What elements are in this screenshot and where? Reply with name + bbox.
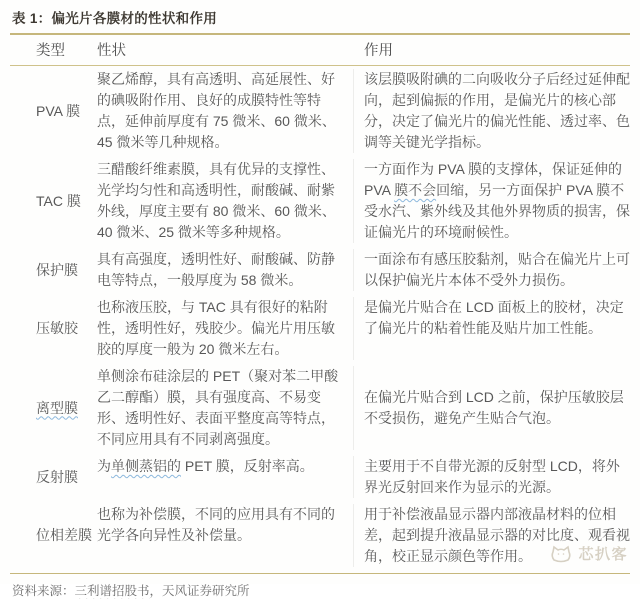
row-type-label: 保护膜 (36, 261, 78, 278)
table-row (10, 246, 630, 294)
row-type-cell (10, 297, 97, 360)
text-segment: 三醋酸纤维素膜，具有优异的支撑性、光学均匀性和高透明性，耐酸碱、耐紫外线，厚度主要有 80 微米、60 微米、40 微米、25 微米等多种规格。 (97, 161, 336, 240)
row-function-cell (353, 249, 630, 291)
row-function-cell (353, 366, 630, 450)
row-type-label: 离型膜 (36, 399, 78, 416)
source-line (10, 574, 630, 599)
text-segment: ，天风证券研究所 (149, 584, 250, 598)
row-property-cell (97, 366, 353, 450)
row-function-text (364, 456, 630, 498)
wavy-marked-text: 膜不会 (394, 182, 437, 198)
row-function-cell (353, 456, 630, 498)
table-header-row (10, 35, 630, 66)
text-segment: 是偏光片贴合在 LCD 面板上的胶材，决定了偏光片的粘着性能及贴片加工性能。 (364, 299, 624, 336)
source-text (12, 584, 250, 598)
table-body (10, 66, 630, 570)
watermark (549, 543, 628, 564)
table-row (10, 66, 630, 156)
header-cell-type: 类型 (36, 43, 65, 59)
text-segment: 主要用于不自带光源的反射型 LCD，将外界光反射回来作为显示的光源。 (364, 458, 620, 495)
wavy-marked-text: 三利谱招股书 (74, 584, 150, 598)
row-type-label: PVA 膜 (36, 102, 81, 119)
row-type-label: 压敏胶 (36, 320, 78, 336)
text-segment: 也称液压胶，与 TAC 具有很好的粘附性，透明性好，残胶少。偏光片用压敏胶的厚度一般为 20 微米左右。 (97, 299, 335, 357)
row-property-text (97, 159, 341, 243)
row-type-label: TAC 膜 (36, 192, 81, 209)
text-segment: 一面涂布有感压胶黏剂，贴合在偏光片上可以保护偏光片本体不受外力损伤。 (364, 251, 630, 288)
table-title: 表 1：偏光片各膜材的性状和作用 (12, 11, 218, 26)
row-property-text (97, 69, 341, 153)
row-function-text (364, 249, 630, 291)
row-type-label: 反射膜 (36, 468, 78, 485)
row-function-text (364, 159, 630, 243)
row-type-cell (10, 366, 97, 450)
table-row (10, 156, 630, 246)
row-property-cell (97, 249, 353, 291)
row-property-cell (97, 159, 353, 243)
text-segment: 具有高强度，透明性好、耐酸碱、防静电等特点，一般厚度为 58 微米。 (97, 251, 335, 288)
row-property-text (97, 249, 341, 291)
mascot-cat-icon (549, 545, 575, 563)
table-row (10, 453, 630, 501)
row-property-cell (97, 69, 353, 153)
row-type-cell (10, 249, 97, 291)
row-property-cell (97, 456, 353, 498)
row-type-label: 位相差膜 (36, 527, 92, 543)
row-function-cell (353, 297, 630, 360)
row-property-cell (97, 504, 353, 567)
row-function-cell (353, 69, 630, 153)
row-function-cell (353, 159, 630, 243)
row-type-cell (10, 69, 97, 153)
row-function-text (364, 387, 630, 429)
row-property-text (97, 366, 341, 450)
row-type-cell (10, 159, 97, 243)
text-segment: 在偏光片贴合到 LCD 之前，保护压敏胶层不受损伤，避免产生贴合气泡。 (364, 389, 624, 426)
text-segment: 为 (97, 458, 111, 474)
row-property-text (97, 297, 341, 360)
wavy-marked-text: 单侧蒸铝的 (111, 458, 181, 474)
text-segment: 一方面作为 PVA 膜的支撑体，保证延伸的 PVA (364, 161, 622, 198)
text-segment: 用于补偿液晶显示器内部液晶材料的位相差，起到提升液晶显示器的对比度、观看视角，校正显示颜色等作用。 (364, 506, 630, 564)
row-function-text (364, 69, 630, 153)
text-segment: 该层膜吸附碘的二向吸收分子后经过延伸配向，起到偏振的作用，是偏光片的核心部分，决定了偏光片的偏光性能、透过率、色调等关键光学指标。 (364, 71, 630, 150)
header-cell-function: 作用 (364, 43, 393, 59)
text-segment: 也称为补偿膜，不同的应用具有不同的光学各向异性及补偿量。 (97, 506, 335, 543)
header-cell-property: 性状 (97, 43, 126, 59)
row-type-cell (10, 504, 97, 567)
text-segment: 资料来源： (12, 584, 75, 598)
watermark-label: 芯扒客 (578, 546, 628, 563)
table-row (10, 501, 630, 570)
table-row (10, 363, 630, 453)
text-segment: 单侧涂布硅涂层的 PET（聚对苯二甲酸乙二醇酯）膜，具有强度高、不易变形、透明性好、表面平整度高等特点，不同应用具有不同剥离强度。 (97, 368, 339, 447)
text-segment: 回缩，另一方面保护 PVA 膜不受水汽、紫外线及其他外界物质的损害，保证偏光片的环境耐候性。 (364, 182, 630, 240)
text-segment: 聚乙烯醇，具有高透明、高延展性、好的碘吸附作用、良好的成膜特性等特点，延伸前厚度有 75 微米、60 微米、45 微米等几种规格。 (97, 71, 336, 150)
row-type-cell (10, 456, 97, 498)
row-property-text (97, 456, 341, 477)
row-property-cell (97, 297, 353, 360)
text-segment: PET 膜，反射率高。 (181, 458, 314, 474)
table-row (10, 294, 630, 363)
row-property-text (97, 504, 341, 546)
row-function-text (364, 297, 630, 339)
